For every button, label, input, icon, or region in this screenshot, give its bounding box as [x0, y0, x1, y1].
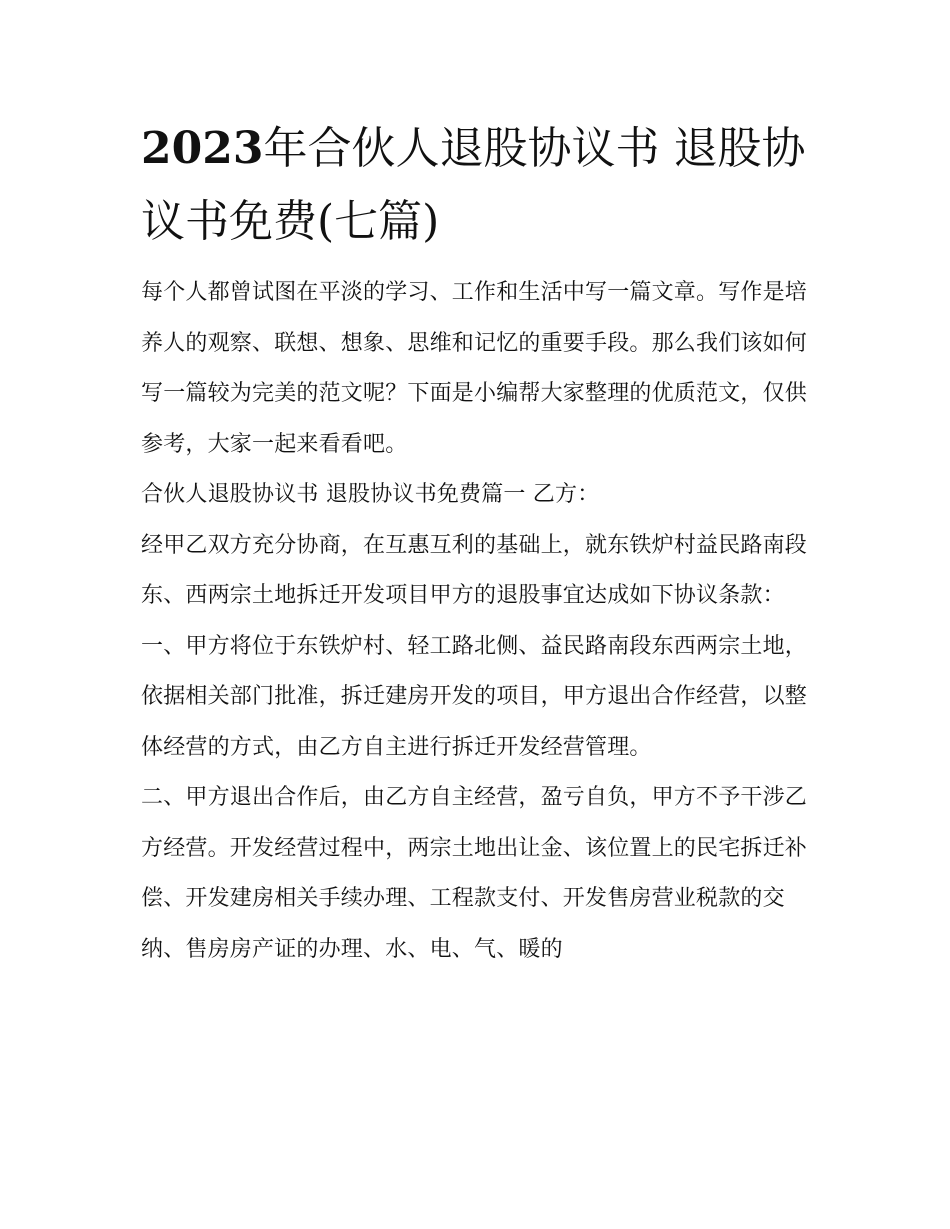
document-title: [141, 112, 813, 258]
section-heading-paragraph: 合伙人退股协议书 退股协议书免费篇一 乙方：: [141, 482, 600, 507]
title-text: 年合伙人退股协议书 退股协议书免费(七篇): [141, 123, 806, 247]
document-body: [141, 112, 813, 975]
agreement-preamble-paragraph: 经甲乙双方充分协商，在互惠互利的基础上，就东铁炉村益民路南段东、西两宗土地拆迁开发项目甲方的退股事宜达成如下协议条款：: [141, 532, 808, 608]
clause-one-paragraph: 一、甲方将位于东铁炉村、轻工路北侧、益民路南段东西两宗土地，依据相关部门批准，拆迁建房开发的项目，甲方退出合作经营，以整体经营的方式，由乙方自主进行拆迁开发经营管理。: [141, 633, 808, 760]
intro-paragraph: 每个人都曾试图在平淡的学习、工作和生活中写一篇文章。写作是培养人的观察、联想、想象、思维和记忆的重要手段。那么我们该如何写一篇较为完美的范文呢？下面是小编帮大家整理的优质范文，仅供参考，大家一起来看看吧。: [141, 280, 808, 457]
clause-two-paragraph: 二、甲方退出合作后，由乙方自主经营，盈亏自负，甲方不予干涉乙方经营。开发经营过程中，两宗土地出让金、该位置上的民宅拆迁补偿、开发建房相关手续办理、工程款支付、开发售房营业税款的交纳、售房房产证的办理、水、电、气、暖的: [141, 785, 808, 962]
title-year: 2023: [141, 123, 264, 174]
